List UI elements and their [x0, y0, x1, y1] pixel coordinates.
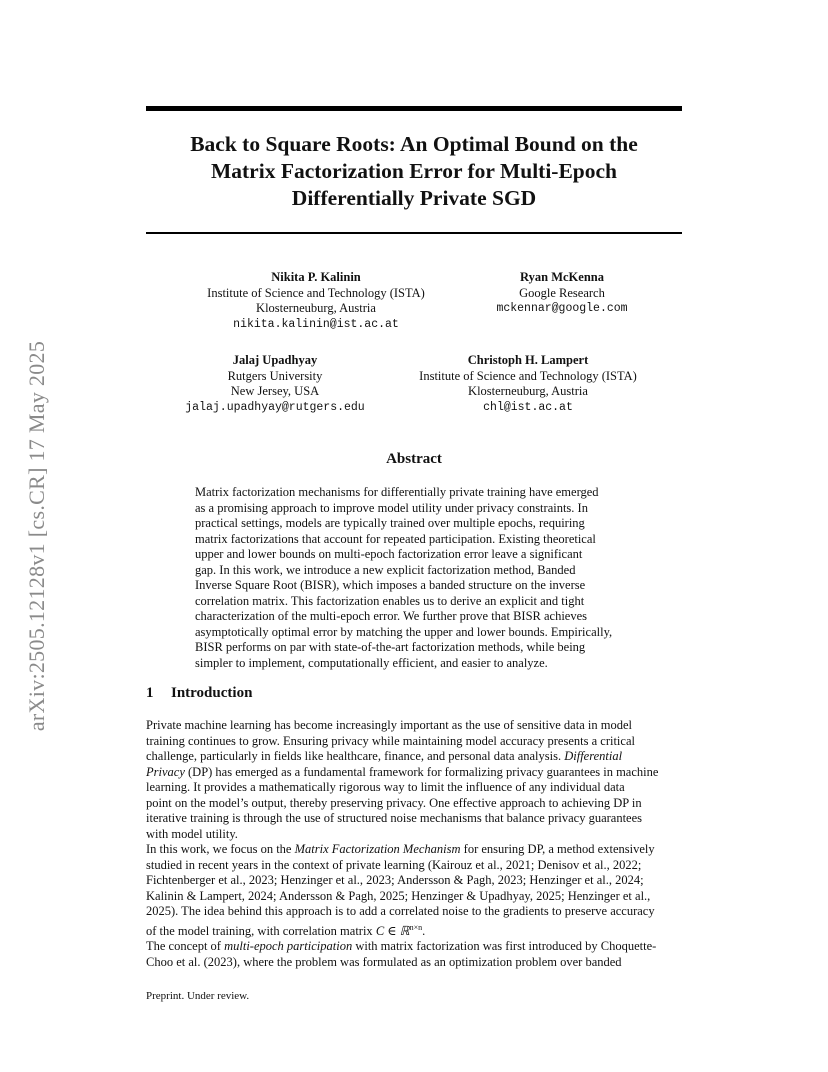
text-line [146, 920, 682, 940]
author-location: Klosterneuburg, Austria [468, 384, 588, 398]
text-line [146, 749, 682, 765]
abstract-line: asymptotically optimal error by matching the upper and lower bounds. Empirically, [195, 624, 613, 639]
section-heading [146, 685, 252, 702]
abstract-body [195, 485, 633, 671]
abstract-line: gap. In this work, we introduce a new explicit factorization method, Banded [195, 562, 576, 577]
author-affiliation: Institute of Science and Technology (ISTA) [419, 368, 637, 383]
title-top-rule [146, 106, 682, 111]
text-span: . [422, 923, 426, 938]
math-superscript: n×n [409, 922, 423, 932]
footer-note: Preprint. Under review. [146, 990, 250, 1002]
section-number: 1 [146, 685, 154, 701]
title-line: Differentially Private SGD [291, 186, 537, 210]
abstract-line: practical settings, models are typically trained over multiple epochs, requiring [195, 516, 585, 530]
author-affiliation: Institute of Science and Technology (ISTA) [207, 285, 425, 300]
arxiv-watermark-text: arXiv:2505.12128v1 [cs.CR] 17 May 2025 [24, 340, 49, 732]
emphasis-text: multi-epoch participation [224, 939, 353, 953]
author-block-upadhyay [170, 353, 380, 415]
text-line: with model utility. [146, 826, 238, 841]
author-block-lampert [388, 353, 668, 415]
abstract-line: as a promising approach to improve model utility under privacy constraints. In [195, 500, 588, 515]
emphasis-text: Differential [564, 749, 623, 763]
author-block-kalinin [176, 270, 456, 332]
intro-paragraph-2 [146, 842, 682, 939]
abstract-line: characterization of the multi-epoch error. We further prove that BISR achieves [195, 609, 588, 623]
text-line: Kalinin & Lampert, 2024; Andersson & Pagh, 2025; Henzinger & Upadhyay, 2025; Henzinger et al., [146, 888, 651, 903]
text-span: The concept of [146, 939, 225, 953]
text-line [146, 765, 682, 781]
text-line: Fichtenberger et al., 2023; Henzinger et al., 2023; Andersson & Pagh, 2023; Henzinger et al., 2024; [146, 873, 644, 887]
title-line: Matrix Factorization Error for Multi-Epoch [210, 159, 618, 183]
section-title: Introduction [171, 685, 253, 701]
author-location: New Jersey, USA [230, 384, 320, 398]
author-email: mckennar@google.com [496, 302, 628, 315]
author-email: nikita.kalinin@ist.ac.at [233, 317, 399, 331]
title-line: Back to Square Roots: An Optimal Bound on the [190, 132, 638, 156]
abstract-line: matrix factorizations that account for repeated participation. Existing theoretical [195, 531, 596, 546]
text-span: for ensuring DP, a method extensively [460, 842, 655, 856]
author-email: jalaj.upadhyay@rutgers.edu [185, 400, 365, 414]
text-line: learning. It provides a mathematically rigorous way to limit the influence of any individual data [146, 780, 625, 794]
author-name: Nikita P. Kalinin [271, 270, 361, 284]
author-block-mckenna [472, 270, 652, 317]
abstract-line: correlation matrix. This factorization enables us to derive an explicit and tight [195, 593, 585, 608]
emphasis-text: Privacy [146, 764, 185, 779]
author-affiliation: Rutgers University [227, 368, 323, 383]
text-line [146, 939, 682, 955]
emphasis-text: Matrix Factorization Mechanism [294, 842, 461, 856]
math-expression: C ∈ ℝ [375, 923, 410, 938]
paper-title [146, 131, 682, 212]
text-span: of the model training, with correlation matrix [146, 923, 376, 938]
author-name: Ryan McKenna [520, 270, 604, 284]
author-location: Klosterneuburg, Austria [256, 301, 376, 315]
abstract-line: BISR performs on par with state-of-the-art factorization methods, while being [195, 640, 586, 654]
text-span: In this work, we focus on the [146, 842, 295, 856]
abstract-line: Inverse Square Root (BISR), which imposes a banded structure on the inverse [195, 578, 586, 592]
text-span: with matrix factorization was first introduced by Choquette- [352, 939, 657, 953]
abstract-line: Matrix factorization mechanisms for differentially private training have emerged [195, 485, 599, 499]
text-line: Private machine learning has become increasingly important as the use of sensitive data in model [146, 718, 632, 732]
text-span: challenge, particularly in fields like healthcare, finance, and personal data analysis. [146, 749, 565, 763]
author-name: Jalaj Upadhyay [232, 353, 318, 367]
text-line: point on the model’s output, thereby preserving privacy. One effective approach to achieving DP in [146, 795, 642, 810]
intro-paragraph-3 [146, 939, 682, 970]
abstract-heading: Abstract [386, 451, 442, 467]
text-line: training continues to grow. Ensuring privacy while maintaining model accuracy presents a critical [146, 733, 635, 748]
text-line: studied in recent years in the context of private learning (Kairouz et al., 2021; Denisov et al., 2022; [146, 857, 642, 872]
title-bottom-rule [146, 232, 682, 234]
text-line [146, 842, 682, 858]
text-line: Choo et al. (2023), where the problem was formulated as an optimization problem over banded [146, 954, 622, 969]
author-affiliation: Google Research [519, 285, 605, 300]
abstract-line: simpler to implement, computationally efficient, and easier to analyze. [195, 655, 548, 670]
arxiv-watermark [22, 296, 52, 776]
abstract-line: upper and lower bounds on multi-epoch factorization error leave a significant [195, 547, 583, 561]
text-line: 2025). The idea behind this approach is to add a correlated noise to the gradients to preserve accuracy [146, 904, 655, 918]
text-span: (DP) has emerged as a fundamental framework for formalizing privacy guarantees in machine [184, 764, 659, 779]
text-line: iterative training is through the use of structured noise mechanisms that balance privacy guarantees [146, 811, 643, 825]
intro-paragraph-1 [146, 718, 682, 842]
author-email: chl@ist.ac.at [483, 400, 573, 414]
author-name: Christoph H. Lampert [467, 353, 589, 367]
